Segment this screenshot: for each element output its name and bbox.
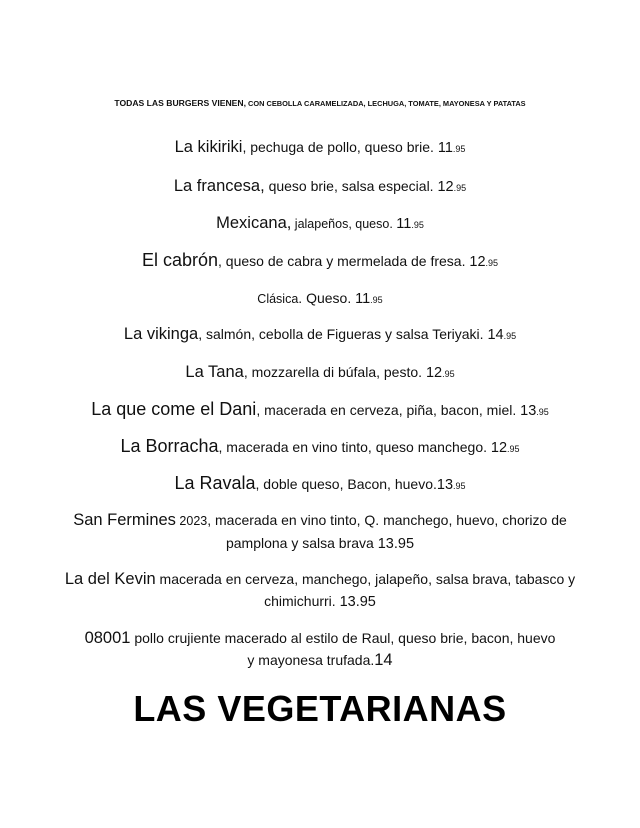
intro-note bbox=[0, 98, 640, 108]
item-name: 08001 bbox=[84, 629, 131, 647]
item-description: macerada en cerveza, manchego, jalapeño, salsa brava, tabasco y chimichurri. bbox=[155, 571, 576, 609]
item-description: , macerada en vino tinto, Q. manchego, huevo, chorizo de pamplona y salsa brava bbox=[207, 512, 567, 551]
item-description: , queso de cabra y mermelada de fresa. bbox=[218, 253, 470, 269]
menu-item-kevin bbox=[64, 568, 576, 613]
item-price-cents: .95 bbox=[485, 258, 499, 268]
item-price: 12 bbox=[490, 440, 508, 456]
menu-item-francesa bbox=[20, 175, 620, 199]
item-price: 12 bbox=[469, 254, 486, 270]
item-name: San Fermines bbox=[73, 511, 176, 529]
item-year: 2023 bbox=[175, 514, 208, 528]
item-price: 11 bbox=[396, 216, 412, 232]
item-price: 12 bbox=[425, 365, 443, 381]
item-price: 11 bbox=[355, 291, 371, 307]
item-description: , macerada en vino tinto, queso manchego. bbox=[218, 439, 491, 455]
item-name: La Borracha bbox=[120, 436, 219, 456]
menu-item-san-fermines bbox=[48, 509, 592, 555]
item-price: 13 bbox=[520, 403, 537, 419]
item-price: 11 bbox=[437, 140, 453, 156]
item-price-cents: .95 bbox=[536, 407, 549, 417]
item-price-cents: .95 bbox=[503, 331, 517, 341]
menu-item-vikinga bbox=[20, 323, 620, 347]
item-price-cents: .95 bbox=[507, 444, 520, 454]
menu-item-tana bbox=[20, 361, 620, 385]
item-description: queso brie, salsa especial. bbox=[264, 178, 438, 194]
item-name: La vikinga bbox=[123, 325, 199, 343]
menu-item-kikiriki bbox=[20, 136, 620, 160]
menu-item-dani bbox=[20, 398, 620, 423]
menu-item-08001 bbox=[80, 627, 560, 671]
intro-note-part2: CON CEBOLLA CARAMELIZADA, LECHUGA, TOMATE, MAYONESA Y PATATAS bbox=[246, 99, 526, 108]
item-name: La kikiriki bbox=[174, 138, 243, 156]
intro-note-part1: TODAS LAS BURGERS VIENEN, bbox=[114, 98, 246, 108]
item-name: La del Kevin bbox=[64, 570, 156, 588]
item-price: 13 bbox=[436, 477, 454, 493]
item-name: Clásica bbox=[257, 292, 299, 306]
item-price-cents: .95 bbox=[453, 481, 466, 491]
item-price: 12 bbox=[437, 179, 454, 195]
item-description: . Queso. bbox=[298, 290, 356, 306]
item-price-cents: .95 bbox=[452, 144, 466, 154]
item-name: La Ravala bbox=[174, 473, 256, 493]
section-heading-vegetarianas: LAS VEGETARIANAS bbox=[133, 688, 507, 729]
item-price-cents: .95 bbox=[453, 183, 467, 193]
item-description: , macerada en cerveza, piña, bacon, miel. bbox=[256, 402, 521, 418]
item-description: , mozzarella di búfala, pesto. bbox=[243, 364, 426, 380]
item-description: pollo crujiente macerado al estilo de Raul, queso brie, bacon, huevo y mayonesa trufada. bbox=[130, 630, 556, 668]
menu-item-cabron bbox=[20, 249, 620, 274]
item-price: 14 bbox=[374, 651, 393, 669]
item-description: , pechuga de pollo, queso brie. bbox=[242, 139, 438, 155]
item-name: El cabrón bbox=[141, 250, 219, 270]
item-name: Mexicana, bbox=[216, 214, 292, 232]
item-description: , salmón, cebolla de Figueras y salsa Teriyaki. bbox=[198, 326, 488, 342]
item-description: , doble queso, Bacon, huevo. bbox=[255, 476, 437, 492]
item-name: La que come el Dani bbox=[91, 399, 257, 419]
item-price-cents: .95 bbox=[411, 220, 424, 230]
item-name: La francesa, bbox=[173, 177, 265, 195]
item-price: 14 bbox=[487, 327, 504, 343]
menu-item-mexicana bbox=[20, 212, 620, 236]
item-price: 13.95 bbox=[377, 536, 415, 552]
item-description: jalapeños, queso. bbox=[291, 217, 397, 231]
menu-item-clasica bbox=[20, 287, 620, 311]
item-price-cents: .95 bbox=[370, 295, 383, 305]
item-name: La Tana bbox=[185, 363, 244, 381]
item-price-cents: .95 bbox=[442, 369, 455, 379]
item-price: 13.95 bbox=[339, 594, 376, 610]
menu-item-borracha bbox=[20, 435, 620, 460]
menu-item-ravala bbox=[20, 472, 620, 497]
